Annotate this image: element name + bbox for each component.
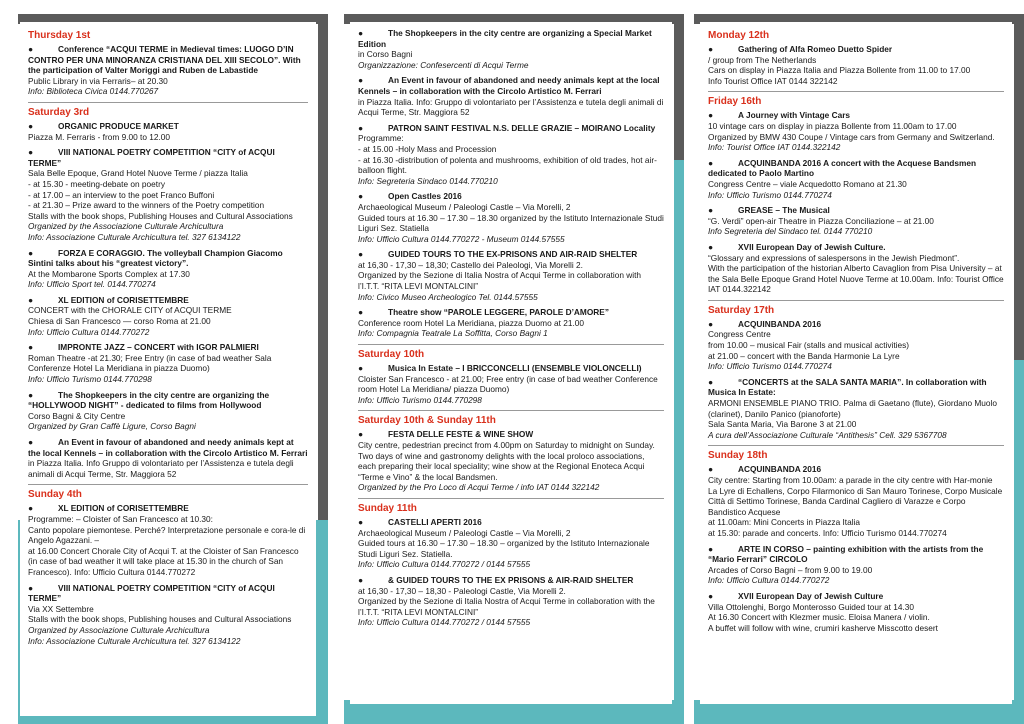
event-title-text: XVII European Day of Jewish Culture xyxy=(738,590,884,601)
event-title-text: Musica In Estate – I BRICCONCELLI (ENSEMBLE VIOLONCELLI) xyxy=(388,363,642,374)
event-detail: Cloister San Francesco - at 21.00; Free entry (in case of bad weather Conference room Hotel La Meridiana/ piazza Duomo) xyxy=(358,373,658,395)
event-detail: - at 15.00 -Holy Mass and Procession xyxy=(358,143,497,154)
event-title-text: ARTE IN CORSO – painting exhibition with the artists from the “Mario Ferrari” CIRCOLO xyxy=(708,543,984,565)
event-title-text: FESTA DELLE FESTE & WINE SHOW xyxy=(388,429,534,440)
event-title-text: IMPRONTE JAZZ – CONCERT with IGOR PALMIERI xyxy=(58,342,259,353)
bullet-icon: ● xyxy=(358,363,364,374)
event-detail: Congress Centre – viale Acquedotto Romano at 21.30 xyxy=(708,178,907,189)
event-info: Info Segreteria del Sindaco tel. 0144 770210 xyxy=(708,226,873,237)
event-title xyxy=(708,464,1004,475)
event-detail: Guided tours at 16.30 – 17.30 – 18.30 organized by the Istituto Internazionale Studi Liguri Sez. Statiella xyxy=(358,212,664,234)
section-divider xyxy=(28,102,308,103)
event-title xyxy=(28,295,308,306)
event-title xyxy=(358,307,664,318)
day-heading: Thursday 1st xyxy=(28,30,91,41)
event-detail: With the participation of the historian Alberto Cavaglion from Pisa University – at the Sala Belle Epoque Grand Hotel Nuove Terme at 10.00am. Info: Tourist Office IAT 0144.322142 xyxy=(708,263,1004,295)
event-entry xyxy=(708,544,1004,586)
event-detail: - at 16.30 -distribution of polenta and mushrooms, exhibition of old trades, hot air-balloon flight. xyxy=(358,154,657,176)
event-entry xyxy=(708,591,1004,633)
event-entry xyxy=(28,295,308,337)
bullet-icon: ● xyxy=(708,110,714,121)
event-detail: Archaeological Museum / Paleologi Castle – Via Morelli, 2 xyxy=(358,201,571,212)
event-info: Info: Ufficio Sport tel. 0144.770274 xyxy=(28,279,156,290)
bullet-icon: ● xyxy=(358,429,364,440)
event-detail: Info Tourist Office IAT 0144 322142 xyxy=(708,75,838,86)
section-divider xyxy=(358,344,664,345)
event-entry xyxy=(358,123,664,187)
event-title-text: & GUIDED TOURS TO THE EX PRISONS & AIR-RAID SHELTER xyxy=(388,574,634,585)
event-detail: Via XX Settembre xyxy=(28,603,94,614)
event-entry xyxy=(708,464,1004,538)
event-detail: “G. Verdi” open-air Theatre in Piazza Conciliazione – at 21.00 xyxy=(708,215,934,226)
event-detail: Sala Belle Epoque, Grand Hotel Nuove Terme / piazza Italia xyxy=(28,168,248,179)
event-entry xyxy=(28,503,308,577)
event-title-text: FORZA E CORAGGIO. The volleyball Champion Giacomo Sintini talks about his “greatest victory”. xyxy=(28,247,283,269)
event-entry xyxy=(708,158,1004,200)
event-entry xyxy=(708,44,1004,86)
bullet-icon: ● xyxy=(358,75,364,86)
bullet-icon: ● xyxy=(28,503,34,514)
event-entry xyxy=(28,583,308,647)
event-title-text: VIII NATIONAL POETRY COMPETITION “CITY of ACQUI TERME” xyxy=(28,582,275,604)
col3-gray-side xyxy=(1014,14,1024,374)
event-detail: at 11.00am: Mini Concerts in Piazza Italia xyxy=(708,517,861,528)
event-title-text: Conference “ACQUI TERME in Medieval times: LUOGO D’IN CONTRO PER UNA MINORANZA CRISTIANA DEL XIII SECOLO”. With the participation of Valter Moriggi and Ruben de Labastide xyxy=(28,44,301,76)
event-title xyxy=(708,110,1004,121)
event-title-text: CASTELLI APERTI 2016 xyxy=(388,516,482,527)
event-detail: Arcades of Corso Bagni – from 9.00 to 19.00 xyxy=(708,564,873,575)
event-title-text: The Shopkeepers in the city centre are organizing a Special Market Edition xyxy=(358,28,652,49)
bullet-icon: ● xyxy=(358,28,364,38)
day-heading: Saturday 3rd xyxy=(28,106,90,118)
bullet-icon: ● xyxy=(28,582,34,593)
event-title xyxy=(708,319,1004,330)
event-detail: City centre, pedestrian precinct from 4.00pm on Saturday to midnight on Sunday. Two days of wine and gastronomy delights with the local proloco associations, each preparing their local speciality; wine show at the Regional Enoteca Acqui “Terme e Vino” & the local Bandsmen. xyxy=(358,440,655,482)
event-detail: in Piazza Italia. Info Gruppo di volontariato per l’Assistenza e tutela degli animali di Acqui Terme, Str. Maggiora 52 xyxy=(28,458,294,479)
event-title xyxy=(358,28,664,49)
bullet-icon: ● xyxy=(358,307,364,318)
event-title xyxy=(708,544,1004,565)
bullet-icon: ● xyxy=(708,157,714,168)
event-detail: - at 17.00 – an interview to the poet Franco Buffoni xyxy=(28,189,215,200)
event-detail: Roman Theatre -at 21.30; Free Entry (in case of bad weather Sala Conferenze Hotel La Meridiana in piazza Duomo) xyxy=(28,352,272,374)
event-detail: Sala Santa Maria, Via Barone 3 at 21.00 xyxy=(708,419,857,430)
event-info: Info: Ufficio Turismo 0144.770274 xyxy=(708,189,832,200)
bullet-icon: ● xyxy=(708,241,714,252)
bullet-icon: ● xyxy=(358,516,364,527)
event-detail: ARMONI ENSEMBLE PIANO TRIO. Palma di Gaetano (flute), Giordano Muolo (clarinet), Danilo Panico (pianoforte) xyxy=(708,398,997,419)
event-info: Info: Ufficio Cultura 0144.770272 / 0144 57555 xyxy=(358,559,531,570)
event-title-text: XVII European Day of Jewish Culture. xyxy=(738,241,886,252)
event-info: Info: Ufficio Cultura 0144.770272 xyxy=(28,326,150,337)
event-title xyxy=(28,342,308,353)
day-heading: Saturday 17th xyxy=(708,304,775,316)
event-detail: at 15.30: parade and concerts. Info: Ufficio Turismo 0144.770274 xyxy=(708,527,947,538)
event-title-text: GUIDED TOURS TO THE EX-PRISONS AND AIR-RAID SHELTER xyxy=(388,249,638,260)
event-detail: Stalls with the book shops, Publishing houses and Cultural Associations xyxy=(28,614,292,625)
event-title xyxy=(708,205,1004,216)
event-title xyxy=(358,75,664,96)
event-detail: at 21.00 – concert with the Banda Harmonie La Lyre xyxy=(708,350,900,361)
col1-gray-side xyxy=(318,14,328,554)
event-info: Organizzazione: Confesercenti di Acqui Terme xyxy=(358,59,529,70)
event-title xyxy=(28,390,308,411)
event-detail: Canto popolare piemontese. Perché? Interpretazione personale e cora-le di Angelo Agazzani. – xyxy=(28,524,306,546)
event-detail: in Piazza Italia. Info: Gruppo di volontariato per l’Assistenza e tutela degli animali di Acqui Terme, Str. Maggiora 52 xyxy=(358,96,664,118)
column-3 xyxy=(700,22,1012,704)
event-title xyxy=(358,249,664,260)
event-entry xyxy=(358,363,664,405)
event-detail: Corso Bagni & City Centre xyxy=(28,410,126,421)
event-detail: / group from The Netherlands xyxy=(708,54,817,65)
event-title xyxy=(358,123,664,134)
event-info: Info: Compagnia Teatrale La Soffitta, Corso Bagni 1 xyxy=(358,328,548,339)
bullet-icon: ● xyxy=(708,376,714,387)
event-entry xyxy=(358,28,664,70)
event-detail: Stalls with the book shops, Publishing Houses and Cultural Associations xyxy=(28,210,293,221)
event-title xyxy=(28,503,308,514)
day-heading: Sunday 4th xyxy=(28,489,82,501)
event-title xyxy=(28,147,308,168)
event-detail: - at 21.30 – Prize award to the winners of the Poetry competition xyxy=(28,200,265,211)
bullet-icon: ● xyxy=(28,342,34,353)
day-heading: Saturday 10th & Sunday 11th xyxy=(358,415,496,427)
event-title xyxy=(358,575,664,586)
day-heading: Monday 12th xyxy=(708,30,770,41)
event-title-text: PATRON SAINT FESTIVAL N.S. DELLE GRAZIE – MOIRANO Locality xyxy=(388,122,656,133)
col3-teal-side xyxy=(1014,360,1024,724)
event-title xyxy=(708,158,1004,179)
event-title-text: ACQUINBANDA 2016 A concert with the Acquese Bandsmen dedicated to Paolo Martino xyxy=(708,157,977,179)
event-detail: Villa Ottolenghi, Borgo Monterosso Guided tour at 14.30 xyxy=(708,601,915,612)
bullet-icon: ● xyxy=(358,191,364,202)
event-detail: Piazza M. Ferraris - from 9.00 to 12.00 xyxy=(28,131,171,142)
bullet-icon: ● xyxy=(708,464,714,475)
section-divider xyxy=(708,445,1004,446)
event-entry xyxy=(358,517,664,570)
event-info: Organized by the Associazione Culturale Archicultura xyxy=(28,221,224,232)
event-entry xyxy=(358,249,664,302)
bullet-icon: ● xyxy=(358,122,364,133)
event-title-text: An Event in favour of abandoned and needy animals kept at the local Kennels – in collaboration with the Circolo Artistico M. Ferrari xyxy=(28,437,308,458)
bullet-icon: ● xyxy=(358,574,364,585)
event-info: Info: Ufficio Turismo 0144.770274 xyxy=(708,361,832,372)
bullet-icon: ● xyxy=(28,120,34,131)
event-entry xyxy=(708,319,1004,372)
event-entry xyxy=(358,191,664,244)
bullet-icon: ● xyxy=(358,249,364,260)
event-detail: Congress Centre xyxy=(708,329,771,340)
event-title xyxy=(358,191,664,202)
event-detail: Chiesa di San Francesco — corso Roma at 21.00 xyxy=(28,316,211,327)
event-detail: - at 15.30 - meeting-debate on poetry xyxy=(28,178,165,189)
bullet-icon: ● xyxy=(708,44,714,54)
event-title-text: Open Castles 2016 xyxy=(388,191,462,202)
day-heading: Sunday 18th xyxy=(708,450,768,462)
day-heading: Sunday 11th xyxy=(358,502,417,514)
event-entry xyxy=(28,390,308,432)
event-title-text: Theatre show “PAROLE LEGGERE, PAROLE D’AMORE” xyxy=(388,307,609,318)
event-title-text: “CONCERTS at the SALA SANTA MARIA”. In collaboration with Musica In Estate: xyxy=(708,376,987,398)
event-title xyxy=(28,121,308,132)
event-entry xyxy=(28,342,308,384)
event-title-text: The Shopkeepers in the city centre are organizing the “HOLLYWOOD NIGHT” - dedicated to films from Hollywood xyxy=(28,389,270,411)
event-title-text: A Journey with Vintage Cars xyxy=(738,110,851,121)
event-entry xyxy=(28,121,308,142)
section-divider xyxy=(358,410,664,411)
event-detail: in Corso Bagni xyxy=(358,49,413,60)
event-detail: Conference room Hotel La Meridiana, piazza Duomo at 21.00 xyxy=(358,317,584,328)
event-title xyxy=(708,591,1004,602)
event-info: Info: Ufficio Cultura 0144.770272 - Museum 0144.57555 xyxy=(358,233,565,244)
event-info: Info: Tourist Office IAT 0144.322142 xyxy=(708,142,841,153)
section-divider xyxy=(358,498,664,499)
section-divider xyxy=(708,91,1004,92)
event-info: Info: Civico Museo Archeologico Tel. 0144.57555 xyxy=(358,291,538,302)
event-entry xyxy=(28,147,308,242)
event-entry xyxy=(28,437,308,479)
event-title-text: VIII NATIONAL POETRY COMPETITION “CITY of ACQUI TERME” xyxy=(28,147,275,168)
event-title xyxy=(708,377,1004,398)
bullet-icon: ● xyxy=(708,318,714,329)
event-entry xyxy=(708,242,1004,295)
event-entry xyxy=(28,248,308,290)
event-title xyxy=(358,517,664,528)
event-detail: City centre: Starting from 10.00am: a parade in the city centre with Har-monie La Lyre di Echallens, Corpo Filarmonico di San Mauro Torinese, Corpo Musicale Città di Settimo Torinese, Banda Cardinal Cagliero di Varazze e Corpo Bandistico Acquese xyxy=(708,475,1003,517)
event-title xyxy=(28,583,308,604)
bullet-icon: ● xyxy=(28,147,34,158)
event-detail: A buffet will follow with wine, crumiri kasherve Misscotto desert xyxy=(708,622,938,633)
event-title xyxy=(28,44,308,76)
event-detail: Guided tours at 16.30 – 17.30 – 18.30 – organized by the Istituto Internazionale Studi Liguri Sez. Statiella. xyxy=(358,538,650,559)
event-detail: Programme: – Cloister of San Francesco at 10.30: xyxy=(28,513,213,524)
event-info: Info: Segreteria Sindaco 0144.770210 xyxy=(358,175,498,186)
event-detail: CONCERT with the CHORALE CITY of ACQUI TERME xyxy=(28,305,232,316)
event-detail: Organized by the Sezione di Italia Nostra of Acqui Terme in collaboration with l’I.T.T. “RITA LEVI MONTALCINI” xyxy=(358,270,642,292)
event-entry xyxy=(708,110,1004,152)
event-detail: at 16,30 - 17,30 – 18,30; Castello dei Paleologi, Via Morelli 2. xyxy=(358,259,583,270)
event-title xyxy=(358,363,664,374)
event-detail: from 10.00 – musical Fair (stalls and musical activities) xyxy=(708,340,910,351)
bullet-icon: ● xyxy=(28,389,34,400)
event-title-text: An Event in favour of abandoned and needy animals kept at the local Kennels – in collaboration with the Circolo Artistico M. Ferrari xyxy=(358,75,660,96)
event-detail: Programme: xyxy=(358,133,404,144)
event-title-text: Gathering of Alfa Romeo Duetto Spider xyxy=(738,44,893,54)
event-info: Organized by Gran Caffè Ligure, Corso Bagni xyxy=(28,421,196,432)
event-info: Info: Associazione Culturale Archicultura tel. 327 6134122 xyxy=(28,231,241,242)
event-entry xyxy=(358,307,664,339)
column-1 xyxy=(20,22,316,716)
event-detail: at 16,30 - 17,30 – 18,30 - Paleologi Castle, Via Morelli 2. xyxy=(358,585,566,596)
event-info: Info: Ufficio Cultura 0144.770272 / 0144 57555 xyxy=(358,617,531,628)
event-detail: “Glossary and expressions of salespersons in the Jewish Piedmont”. xyxy=(708,252,960,263)
event-title xyxy=(358,429,664,440)
event-entry xyxy=(358,75,664,117)
event-detail: Public Library in via Ferraris– at 20.30 xyxy=(28,75,168,86)
event-detail: Cars on display in Piazza Italia and Piazza Bollente from 11.00 to 17.00 xyxy=(708,65,971,76)
bullet-icon: ● xyxy=(708,590,714,601)
bullet-icon: ● xyxy=(708,543,714,554)
day-heading: Friday 16th xyxy=(708,96,762,108)
event-detail: At 16.30 Concert with Klezmer music. Eloisa Manera / violin. xyxy=(708,612,930,623)
event-detail: Organized by the Sezione di Italia Nostra of Acqui Terme in collaboration with the l’I.T.T. “RITA LEVI MONTALCINI” xyxy=(358,596,655,617)
event-info: Info: Ufficio Turismo 0144.770298 xyxy=(28,374,152,385)
event-entry xyxy=(358,575,664,628)
bullet-icon: ● xyxy=(28,294,34,305)
event-title xyxy=(708,242,1004,253)
event-detail: 10 vintage cars on display in piazza Bollente from 11.00am to 17.00 xyxy=(708,120,957,131)
event-title-text: XL EDITION of CORISETTEMBRE xyxy=(58,294,189,305)
event-title-text: ORGANIC PRODUCE MARKET xyxy=(58,120,179,131)
day-heading: Saturday 10th xyxy=(358,349,425,361)
event-detail: At the Mombarone Sports Complex at 17.30 xyxy=(28,268,190,279)
event-entry xyxy=(708,205,1004,237)
bullet-icon: ● xyxy=(708,205,714,216)
event-info: Info: Biblioteca Civica 0144.770267 xyxy=(28,86,159,97)
section-divider xyxy=(708,300,1004,301)
bullet-icon: ● xyxy=(28,437,34,447)
bullet-icon: ● xyxy=(28,247,34,258)
bullet-icon: ● xyxy=(28,44,34,54)
event-entry xyxy=(28,44,308,97)
event-title-text: XL EDITION of CORISETTEMBRE xyxy=(58,503,189,514)
event-info: Info: Associazione Culturale Archicultura tel. 327 6134122 xyxy=(28,635,241,646)
event-info: Info: Ufficio Turismo 0144.770298 xyxy=(358,394,482,405)
event-info: Organized by Associazione Culturale Archicultura xyxy=(28,624,210,635)
event-detail: at 16.00 Concert Chorale City of Acqui T. at the Cloister of San Francesco (in case of bad weather it will take place at 15.30 in the church of San Francesco). Info: Ufficio Cultura 0144.770272 xyxy=(28,545,299,577)
event-title-text: ACQUINBANDA 2016 xyxy=(738,464,822,475)
col2-teal-side xyxy=(674,160,684,720)
event-detail: Archaeological Museum / Paleologi Castle – Via Morelli, 2 xyxy=(358,527,571,538)
event-entry xyxy=(708,377,1004,441)
section-divider xyxy=(28,484,308,485)
event-title xyxy=(28,437,308,458)
column-2 xyxy=(350,22,672,704)
event-info: A cura dell’Associazione Culturale “Antithesis” Cell. 329 5367708 xyxy=(708,429,947,440)
event-title-text: GREASE – The Musical xyxy=(738,205,830,216)
event-title xyxy=(28,248,308,269)
event-detail: Organized by BMW 430 Coupe / Vintage cars from Germany and Switzerland. xyxy=(708,131,995,142)
col2-gray-side xyxy=(674,14,684,164)
event-title xyxy=(708,44,1004,55)
event-info: Info: Ufficio Cultura 0144.770272 xyxy=(708,575,830,586)
event-info: Organized by the Pro Loco di Acqui Terme / info IAT 0144 322142 xyxy=(358,482,600,493)
event-title-text: ACQUINBANDA 2016 xyxy=(738,318,822,329)
event-entry xyxy=(358,429,664,493)
